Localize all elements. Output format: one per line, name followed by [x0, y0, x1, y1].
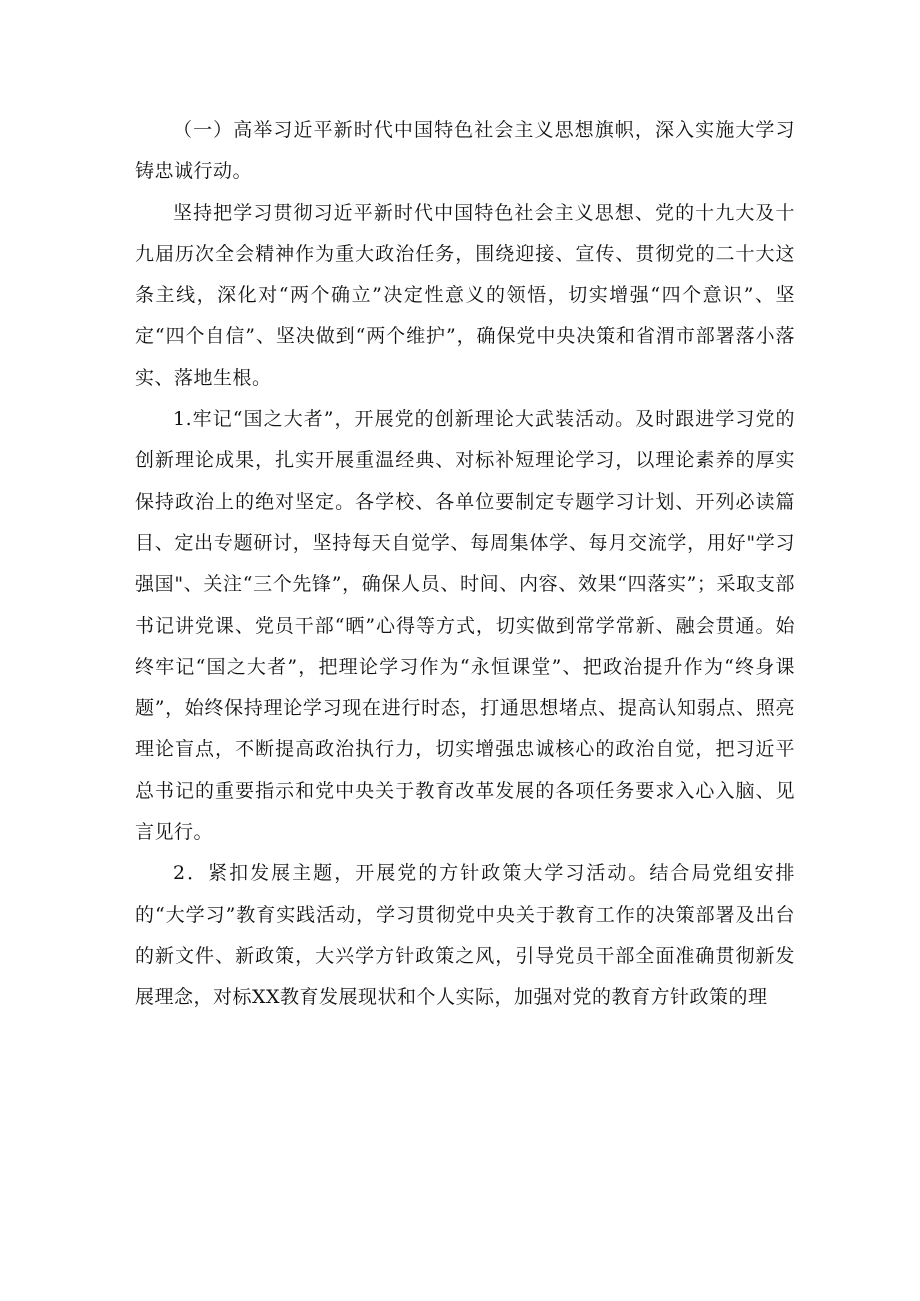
item-1-paragraph: 1.牢记“国之大者”，开展党的创新理论大武装活动。及时跟进学习党的创新理论成果，扎实开展重温经典、对标补短理论学习，以理论素养的厚实保持政治上的绝对坚定。各学校、各单位要制定专题学习计划、开列必读篇目、定出专题研讨，坚持每天自觉学、每周集体学、每月交流学，用好"学习强国"、关注“三个先锋”，确保人员、时间、内容、效果“四落实”；采取支部书记讲党课、党员干部“晒”心得等方式，切实做到常学常新、融会贯通。始终牢记“国之大者”，把理论学习作为“永恒课堂”、把政治提升作为“终身课题”，始终保持理论学习现在进行时态，打通思想堵点、提高认知弱点、照亮理论盲点，不断提高政治执行力，切实增强忠诚核心的政治自觉，把习近平总书记的重要指示和党中央关于教育改革发展的各项任务要求入心入脑、见言见行。: [135, 408, 795, 844]
intro-paragraph: 坚持把学习贯彻习近平新时代中国特色社会主义思想、党的十九大及十九届历次全会精神作为重大政治任务，围绕迎接、宣传、贯彻党的二十大这条主线，深化对“两个确立”决定性意义的领悟，切实增强“四个意识”、坚定“四个自信”、坚决做到“两个维护”，确保党中央决策和省渭市部署落小落实、落地生根。: [135, 201, 795, 389]
item-2-paragraph: 2．紧扣发展主题，开展党的方针政策大学习活动。结合局党组安排的“大学习”教育实践活动，学习贯彻党中央关于教育工作的决策部署及出台的新文件、新政策，大兴学方针政策之风，引导党员干部全面准确贯彻新发展理念，对标XX教育发展现状和个人实际，加强对党的教育方针政策的理: [135, 862, 795, 1009]
section-heading: （一）高举习近平新时代中国特色社会主义思想旗帜，深入实施大学习铸忠诚行动。: [135, 119, 795, 183]
document-body: [135, 110, 795, 1019]
